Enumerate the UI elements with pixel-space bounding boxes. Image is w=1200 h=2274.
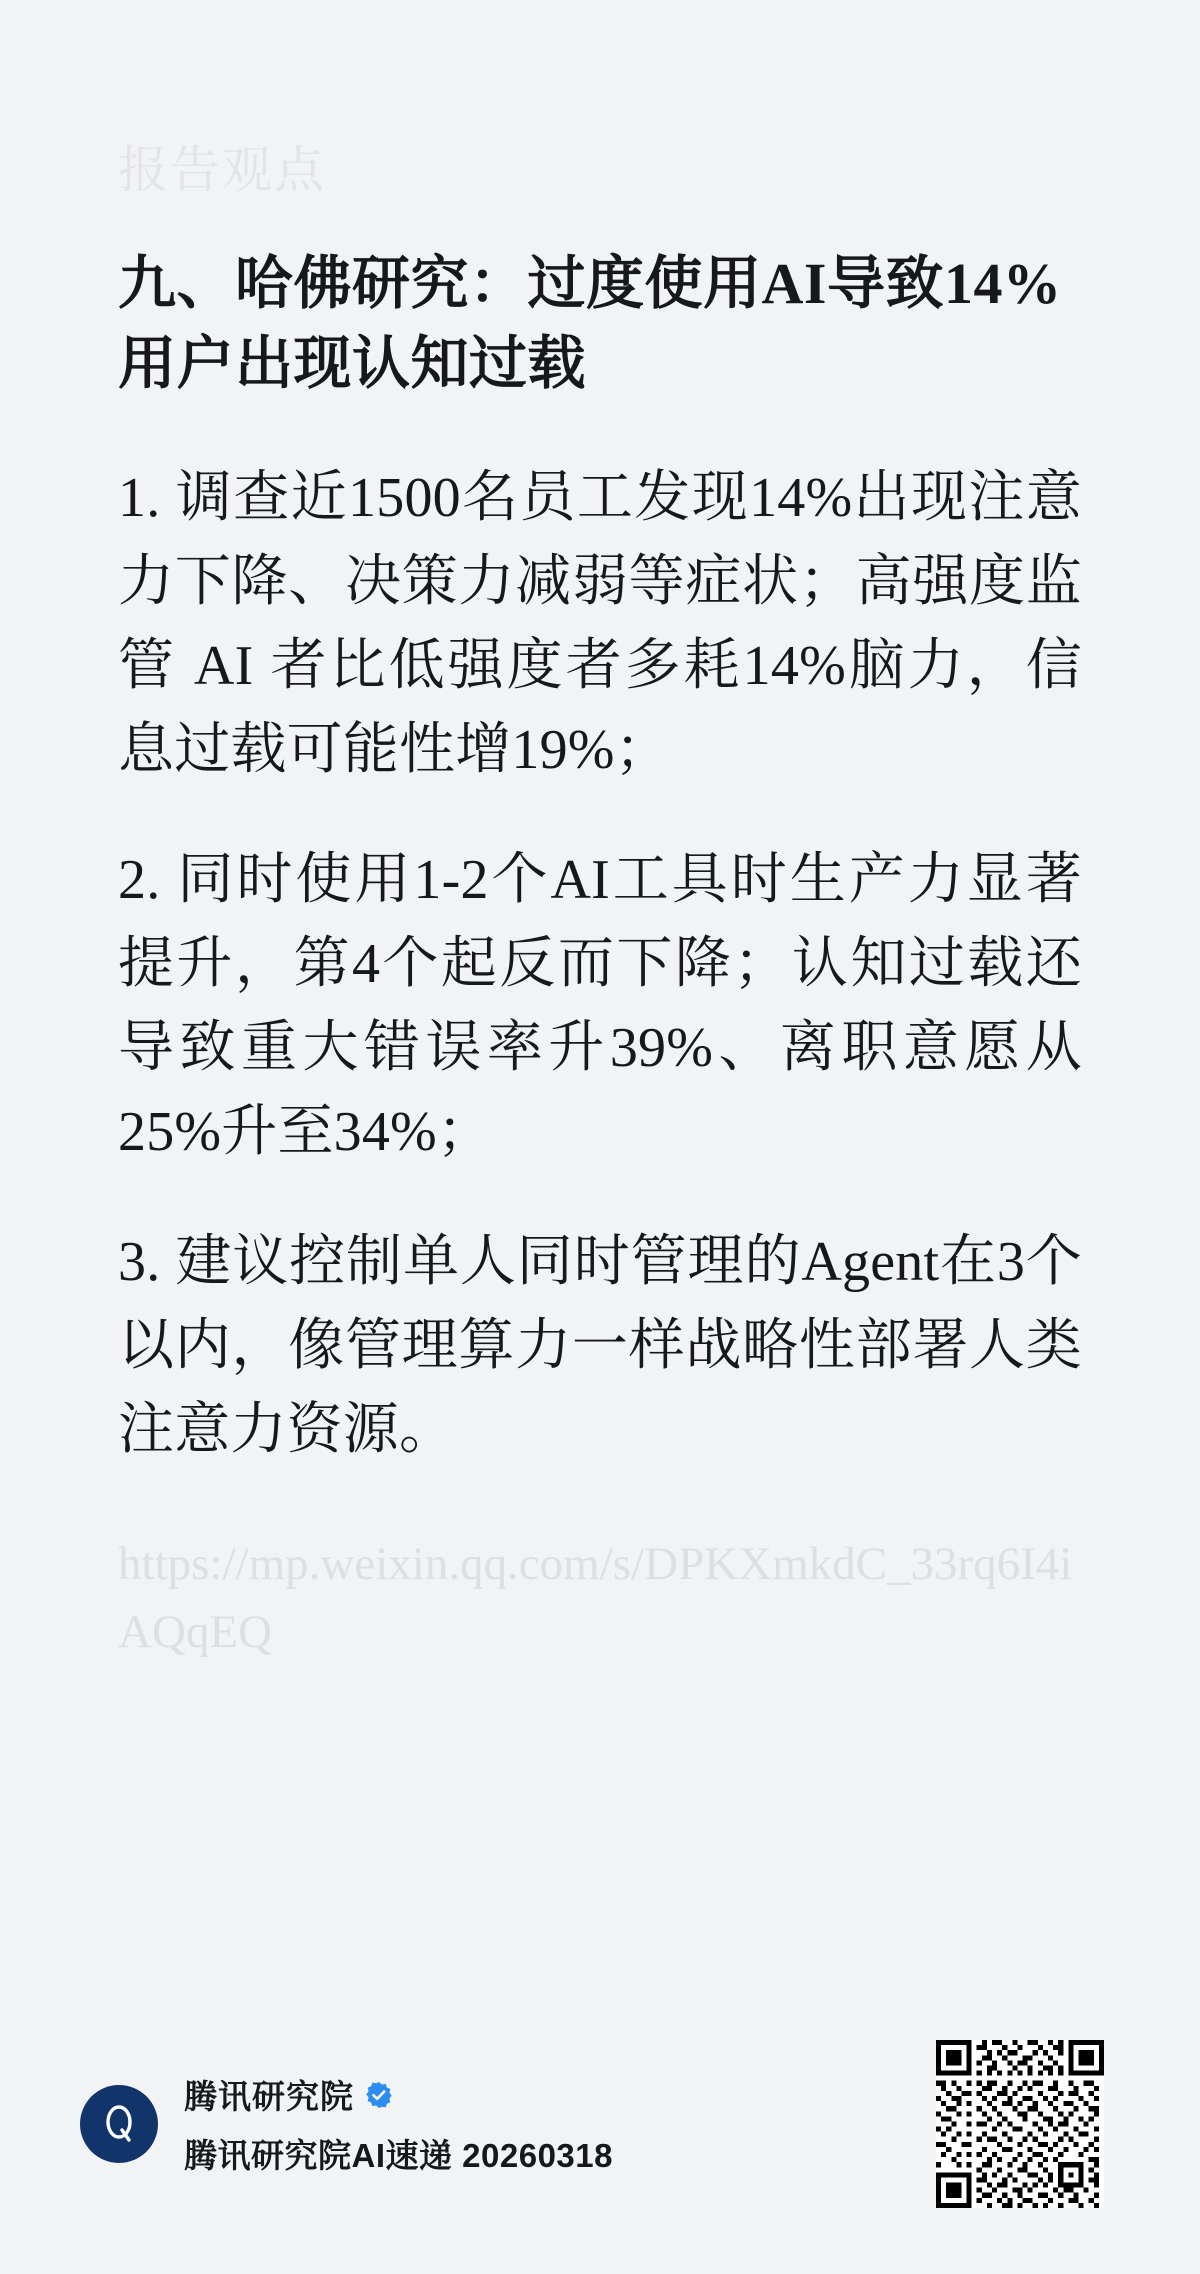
article-paragraph-1: 1. 调查近1500名员工发现14%出现注意力下降、决策力减弱等症状；高强度监管 AI 者比低强度者多耗14%脑力，信息过载可能性增19%；	[118, 467, 1082, 782]
section-kicker: 报告观点	[118, 142, 326, 198]
article-paragraph-2: 2. 同时使用1-2个AI工具时生产力显著提升，第4个起反而下降；认知过载还导致重大错误率升39%、离职意愿从25%升至34%；	[118, 849, 1082, 1164]
page-title: 九、哈佛研究：过度使用AI导致14%用户出现认知过载	[118, 251, 1062, 397]
brand-name-row	[184, 2071, 613, 2118]
tencent-research-logo-icon	[80, 2085, 158, 2163]
brand-text-block	[184, 2071, 613, 2177]
verified-badge-icon	[364, 2080, 394, 2110]
brand-block	[80, 2071, 613, 2177]
article-paragraph-3: 3. 建议控制单人同时管理的Agent在3个以内，像管理算力一样战略性部署人类注意力资源。	[118, 1231, 1082, 1462]
qr-code-icon[interactable]	[936, 2040, 1104, 2208]
footer-bar	[0, 1974, 1200, 2274]
brand-name: 腾讯研究院	[184, 2078, 354, 2115]
brand-subtitle: 腾讯研究院AI速递 20260318	[184, 2137, 613, 2174]
source-url-link[interactable]: https://mp.weixin.qq.com/s/DPKXmkdC_33rq6I4iAQqEQ	[118, 1538, 1073, 1659]
